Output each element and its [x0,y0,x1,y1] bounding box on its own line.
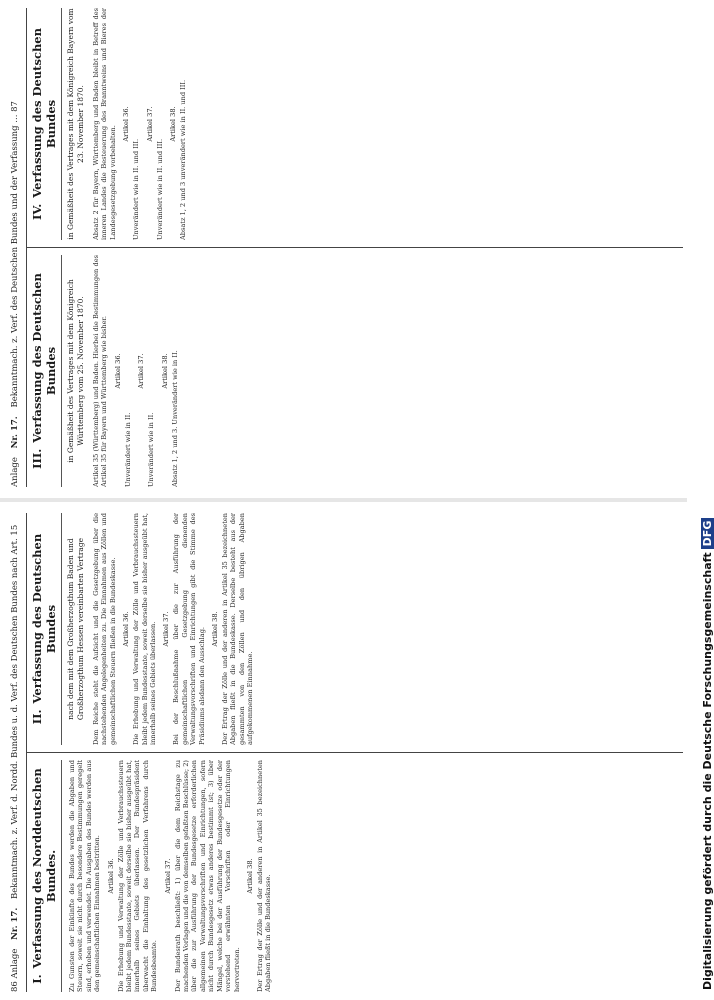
column-divider [26,752,683,753]
column-4-subtitle: in Gemäßheit des Vertrages mit dem Königreich Bayern vom 23. November 1870. [66,8,85,240]
column-4-paragraph: Absatz 1, 2 und 3 unverändert wie in II. und III. [179,79,188,240]
column-4 [30,8,679,240]
left-page [0,505,687,1000]
column-1-paragraph: Die Erhebung und Verwaltung der Zölle und Verbrauchssteuern bleibt jedem Bundesstaate, soweit derselbe sie bisher ausgeübt hat, innerhalb seines Gebiets überlassen. Der Bundespräsident überwacht die Einhaltung des gesetzlichen Verfahrens durch Bundesbeamte. [116,760,159,992]
column-4-article-heading: Artikel 36. [122,106,131,142]
column-1-title [30,760,62,992]
column-2-roman: II. [30,709,44,725]
column-4-title [30,8,62,240]
left-header-text: Bekanntmach. z. Verf. d. Nordd. Bundes u. d. Verf. des Deutschen Bundes nach Art. 15 [10,524,20,899]
column-3-article-heading: Artikel 37. [137,353,146,389]
left-header-label: Anlage [10,948,20,979]
column-3-paragraph: Unverändert wie in II. [147,412,156,487]
column-2-article-heading: Artikel 36. [122,611,131,647]
column-1-article-heading: Artikel 36. [106,858,115,894]
column-divider [26,247,683,248]
column-3-subtitle: in Gemäßheit des Vertrages mit dem Königreich Württemberg vom 25. November 1870. [66,279,85,463]
column-2-paragraph: Die Erhebung und Verwaltung der Zölle und Verbrauchssteuern bleibt jedem Bundesstaate, soweit derselbe sie bisher ausgeübt hat, innerhalb seines Gebiets überlassen. [132,513,158,745]
column-3-article-heading: Artikel 36. [113,353,122,389]
column-3-article-heading: Artikel 38. [160,353,169,389]
column-2-title-text: Verfassung des Deutschen Bundes [30,533,58,704]
column-4-paragraph: Unverändert wie in II. und III. [155,138,164,240]
column-1-paragraph: Zu Gunsten der Einkünfte des Bundes werden die Abgaben und Steuern, soweit sie nicht durch besondere Bestimmungen geregelt sind, erhoben und verwendet. Die Ausgaben des Bundes werden aus den gemeinschaftlichen Einnahmen bestritten. [68,760,102,992]
column-3-title [30,255,62,487]
left-page-header [10,513,24,992]
left-header-number: Nr. 17. [10,907,20,940]
column-2-subtitle: nach dem mit dem Großherzogthum Baden und Großherzogthum Hessen vereinbarten Vertrage [66,537,85,721]
column-1-article-heading: Artikel 38. [245,858,254,894]
right-page [0,0,687,495]
column-4-article-heading: Artikel 37. [145,106,154,142]
column-1-title-text: Verfassung des Norddeutschen Bundes. [30,768,58,969]
right-header-text: Bekanntmach. z. Verf. des Deutschen Bundes und der Verfassung ... 87 [10,101,20,408]
column-3-title-text: Verfassung des Deutschen Bundes [30,273,58,443]
left-page-number: 86 [10,981,20,992]
column-3-paragraph: Unverändert wie in II. [123,412,132,487]
caption-text-line [701,10,714,990]
dfg-logo: DFG [701,518,714,550]
column-3-paragraph: Absatz 1, 2 und 3. Unverändert wie in II. [170,350,179,487]
column-3-paragraph: Artikel 35 (Württemberg) und Baden. Hierbei die Bestimmungen des Artikel 35 für Bayern und Württemberg wie bisher. [92,255,109,487]
right-header-number: Nr. 17. [10,416,20,449]
column-1-article-heading: Artikel 37. [163,858,172,894]
column-2-article-heading: Artikel 38. [211,611,220,647]
column-4-paragraph: Absatz 2 für Bayern, Württemberg und Baden bleibt in Betreff des inneren Landes die Besteuerung des Branntweins und Bieres der Landesgesetzgebung vorbehalten. [92,8,117,240]
caption-text: Digitalisierung gefördert durch die Deutsche Forschungsgemeinschaft [701,552,714,990]
column-1-roman: I. [30,974,44,984]
column-2-paragraph: Der Ertrag der Zölle und der anderen in Artikel 35 bezeichneten Abgaben fließt in die Bundeskasse. Derselbe besteht aus der gesammten von den Zöllen und den übrigen Abgaben aufgekommenen Einnahme. [221,513,255,745]
column-1-paragraph: Der Ertrag der Zölle und der anderen in Artikel 35 bezeichneten Abgaben fließt in die Bundeskasse. [255,760,273,992]
column-4-title-text: Verfassung des Deutschen Bundes [30,28,58,198]
column-2 [30,513,679,745]
column-1 [30,760,679,992]
right-page-header [10,8,24,487]
column-2-paragraph: Bei der Beschlußnahme über die zur Ausführung der gemeinschaftlichen Gesetzgebung dienenden Verwaltungsvorschriften und Einrichtungen gibt die Stimme des Präsidiums alsdann den Ausschlag. [172,513,206,745]
column-1-paragraph: Der Bundesrath beschließt: 1) über die dem Reichstage zu machenden Vorlagen und die von demselben gefaßten Beschlüsse; 2) über die zur Ausführung der Bundesgesetze erforderlichen allgemeinen Verwaltungsvorschriften und Einrichtungen, sofern nicht durch Bundesgesetz etwas anderes bestimmt ist; 3) über Mängel, welche bei der Ausführung der Bundesgesetze oder der vorstehend erwähnten Vorschriften oder Einrichtungen hervortreten. [173,760,241,992]
column-4-roman: IV. [30,203,44,220]
page-gutter [0,498,687,502]
column-2-title [30,513,62,745]
right-header-label: Anlage [10,457,20,487]
column-4-article-heading: Artikel 38. [169,106,178,142]
column-2-paragraph: Dem Reiche steht die Aufsicht und die Gesetzgebung über die nachstehenden Angelegenheiten zu. Die Einnahmen aus Zöllen und gemeinschaftlichen Steuern fließen in die Bundeskasse. [92,513,117,745]
column-3 [30,255,679,487]
column-4-paragraph: Unverändert wie in II. und III. [132,138,141,240]
digitization-caption [687,0,714,1000]
column-3-roman: III. [30,448,44,469]
column-2-article-heading: Artikel 37. [162,611,171,647]
